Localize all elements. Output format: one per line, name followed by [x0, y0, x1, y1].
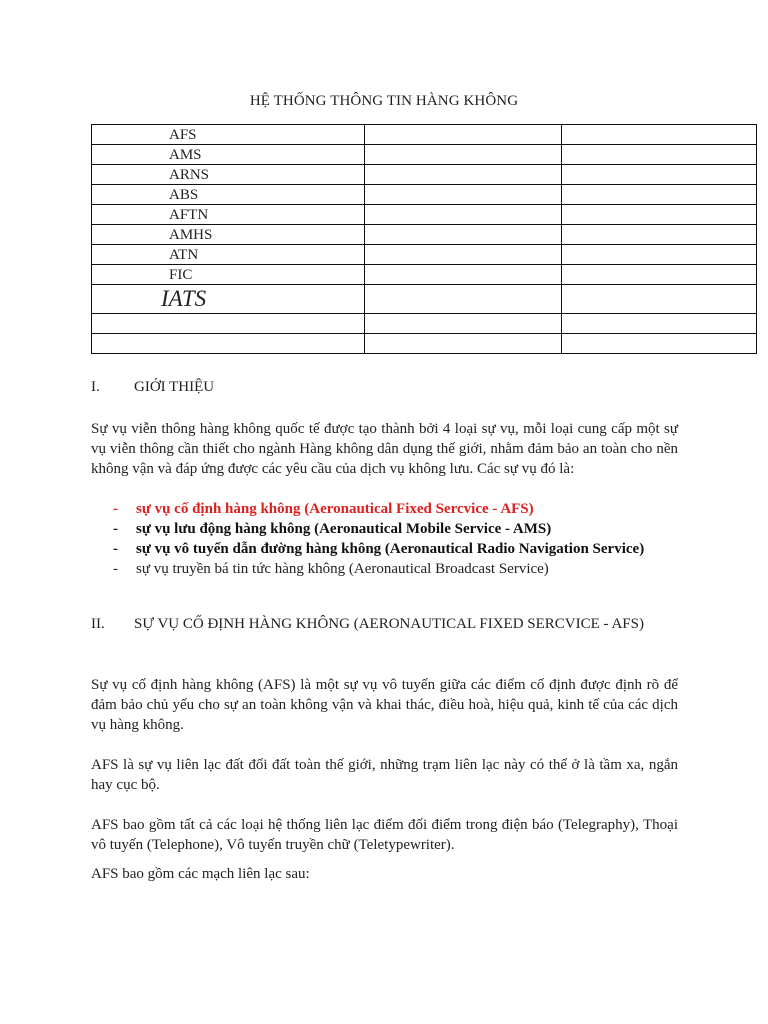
afs-paragraph: Sự vụ cố định hàng không (AFS) là một sự vụ vô tuyến giữa các điểm cố định được định rõ để đảm bảo chủ yếu cho sự an toàn không vận và khai thác, điều hoà, hiệu quả, kinh tế của các dịch vụ hàng không.	[91, 677, 678, 733]
table-row	[92, 225, 757, 245]
table-row	[92, 125, 757, 145]
acronym-cell: AMS	[92, 145, 365, 165]
acronym-cell: IATS	[92, 285, 365, 314]
list-dash: -	[113, 561, 118, 577]
list-item	[113, 519, 678, 539]
acronym-cell: ARNS	[92, 165, 365, 185]
empty-cell	[562, 314, 757, 334]
list-item-text: sự vụ truyền bá tin tức hàng không (Aeronautical Broadcast Service)	[136, 561, 549, 577]
empty-cell	[365, 185, 562, 205]
acronym-cell: AFS	[92, 125, 365, 145]
acronym-cell: AMHS	[92, 225, 365, 245]
acronym-cell: ATN	[92, 245, 365, 265]
list-dash: -	[113, 521, 118, 537]
empty-cell	[562, 334, 757, 354]
section-number: I.	[91, 379, 100, 395]
table-row	[92, 205, 757, 225]
acronym-cell: ABS	[92, 185, 365, 205]
list-item	[113, 539, 678, 559]
empty-cell	[562, 185, 757, 205]
acronym-table	[91, 124, 757, 354]
empty-cell	[562, 145, 757, 165]
document-title: HỆ THỐNG THÔNG TIN HÀNG KHÔNG	[249, 93, 519, 109]
service-list	[113, 499, 678, 579]
afs-paragraph: AFS bao gồm tất cả các loại hệ thống liên lạc điểm đối điểm trong điện báo (Telegraphy), Thoại vô tuyến (Telephone), Vô tuyến truyền chữ (Teletypewriter).	[91, 817, 678, 853]
acronym-cell: AFTN	[92, 205, 365, 225]
empty-cell	[365, 145, 562, 165]
empty-cell	[562, 265, 757, 285]
afs-paragraph: AFS bao gồm các mạch liên lạc sau:	[91, 866, 310, 882]
empty-cell	[365, 265, 562, 285]
section-title: GIỚI THIỆU	[134, 379, 215, 395]
empty-cell	[365, 205, 562, 225]
list-item-text: sự vụ cố định hàng không (Aeronautical Fixed Sercvice - AFS)	[136, 501, 534, 517]
section-heading-introduction	[91, 379, 214, 396]
table-row	[92, 145, 757, 165]
empty-cell	[365, 245, 562, 265]
intro-paragraph: Sự vụ viễn thông hàng không quốc tế được tạo thành bởi 4 loại sự vụ, mỗi loại cung cấp một sự vụ viễn thông cần thiết cho ngành Hàng không dân dụng thế giới, nhằm đảm bảo an toàn cho nền không vận và đáp ứng được các yêu cầu của dịch vụ không lưu. Các sự vụ đó là:	[91, 421, 678, 477]
empty-cell	[562, 205, 757, 225]
list-dash: -	[113, 541, 118, 557]
afs-paragraph: AFS là sự vụ liên lạc đất đối đất toàn thế giới, những trạm liên lạc này có thể ở là tầm xa, ngắn hay cục bộ.	[91, 757, 678, 793]
empty-cell	[365, 225, 562, 245]
section-title: SỰ VỤ CỐ ĐỊNH HÀNG KHÔNG (AERONAUTICAL FIXED SERCVICE - AFS)	[134, 616, 644, 632]
empty-cell	[562, 245, 757, 265]
table-row	[92, 314, 757, 334]
empty-cell	[562, 165, 757, 185]
empty-cell	[562, 125, 757, 145]
empty-cell	[562, 225, 757, 245]
empty-cell	[562, 285, 757, 314]
list-dash: -	[113, 501, 118, 517]
empty-cell	[365, 334, 562, 354]
list-item	[113, 499, 678, 519]
list-item-text: sự vụ vô tuyến dẫn đường hàng không (Aeronautical Radio Navigation Service)	[136, 541, 645, 557]
table-row	[92, 245, 757, 265]
acronym-cell: FIC	[92, 265, 365, 285]
empty-cell	[365, 285, 562, 314]
list-item	[113, 559, 678, 579]
table-row	[92, 185, 757, 205]
acronym-cell	[92, 334, 365, 354]
empty-cell	[365, 125, 562, 145]
table-row	[92, 285, 757, 314]
section-heading-afs	[91, 614, 678, 634]
acronym-cell	[92, 314, 365, 334]
empty-cell	[365, 165, 562, 185]
section-number: II.	[91, 616, 105, 632]
list-item-text: sự vụ lưu động hàng không (Aeronautical Mobile Service - AMS)	[136, 521, 552, 537]
table-row	[92, 334, 757, 354]
table-row	[92, 265, 757, 285]
table-row	[92, 165, 757, 185]
empty-cell	[365, 314, 562, 334]
